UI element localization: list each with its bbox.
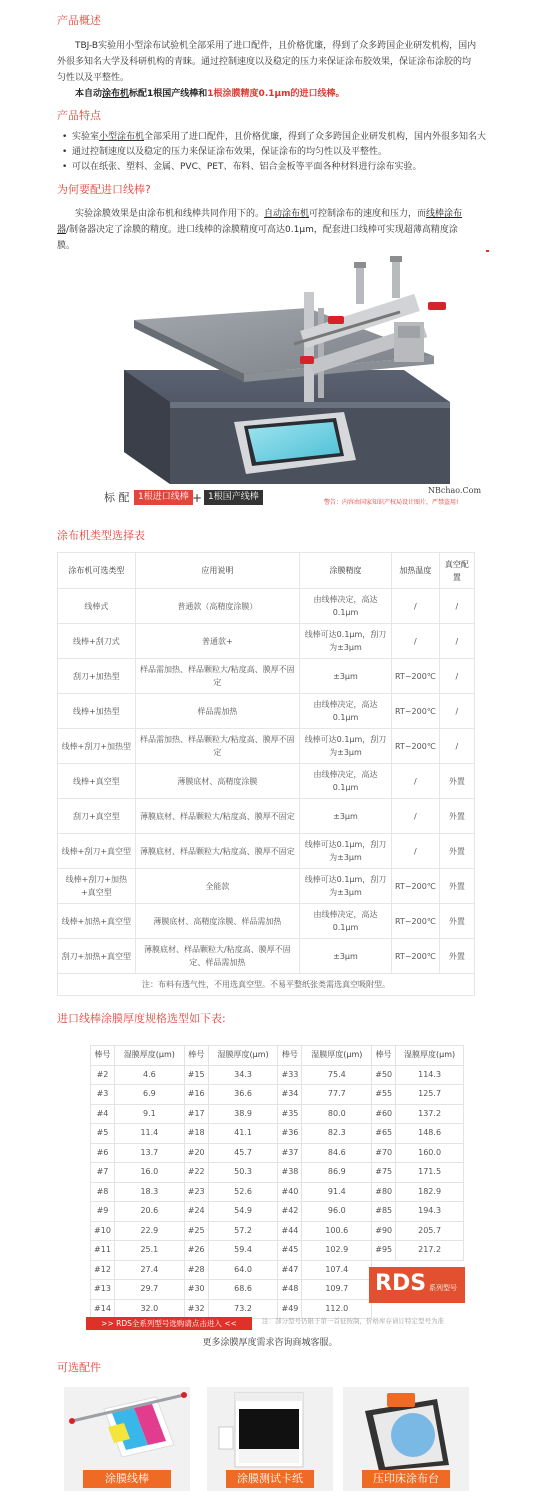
table-cell: #8 [91,1182,115,1202]
table-header-row: 棒号 湿膜厚度(μm) 棒号 湿膜厚度(μm) 棒号 湿膜厚度(μm) 棒号 湿膜厚度(μm) [91,1046,464,1066]
table-cell: RT~200℃ [391,659,439,694]
table-cell: 29.7 [114,1280,184,1300]
table-cell: RT~200℃ [391,729,439,764]
table-cell: #2 [91,1065,115,1085]
coater-machine-illustration [94,252,490,520]
rod-applicator-link[interactable]: 线棒涂布器 [57,209,463,235]
table-cell: 54.9 [208,1202,278,1222]
table-cell: 普通款（高精度涂膜） [135,589,299,624]
table-row [91,1182,464,1202]
table-cell: 86.9 [302,1163,372,1183]
table-cell: 59.4 [208,1241,278,1261]
table-cell: 18.3 [114,1182,184,1202]
table-cell: / [439,694,474,729]
table-row [91,1163,464,1183]
table-cell: #44 [278,1221,302,1241]
table-cell: #3 [91,1085,115,1105]
coater-type-table [57,552,475,996]
why-title: 为何要配进口线棒? [57,183,151,196]
table-cell: 109.7 [302,1280,372,1300]
table-cell: #60 [372,1104,396,1124]
table-cell: #28 [184,1260,208,1280]
feature-item-2: • 通过控制速度以及稳定的压力来保证涂布效果，保证涂布的均匀性以及平整性。 [72,146,387,160]
table-cell: #50 [372,1065,396,1085]
table-cell: #16 [184,1085,208,1105]
table-cell: 75.4 [302,1065,372,1085]
table-cell: #15 [184,1065,208,1085]
overview-title: 产品概述 [57,14,101,27]
table-note: 注：布料有透气性，不用选真空型。不易平整纸张类需选真空吸附型。 [58,974,475,996]
table-cell: 线棒+加热型 [58,694,136,729]
accessory-card-test-chart[interactable] [207,1387,333,1491]
table-cell: 线棒+真空型 [58,764,136,799]
table-cell: RT~200℃ [391,939,439,974]
table-cell: 线棒+加热+真空型 [58,904,136,939]
table-cell: 外置 [439,904,474,939]
table-cell: #14 [91,1299,115,1319]
table-cell: 41.1 [208,1124,278,1144]
table-row [91,1065,464,1085]
table-cell: 由线棒决定，高达0.1μm [300,904,392,939]
table-cell: 线棒+刮刀+加热+真空型 [58,869,136,904]
test-chart-illustration [207,1387,333,1471]
table-cell: #40 [278,1182,302,1202]
table-cell: 薄膜底材、样品颗粒大/粘度高、膜厚不固定 [135,834,299,869]
table-cell: 112.0 [302,1299,372,1319]
table-cell: #33 [278,1065,302,1085]
why-paragraph: 实验涂膜效果是由涂布机和线棒共同作用下的。自动涂布机可控制涂布的速度和压力，而线棒涂布器/制备器决定了涂膜的精度。进口线棒的涂膜精度可高达0.1μm，配套进口线棒可实现超薄高精度涂膜。 [57,209,463,251]
table-cell: #34 [278,1085,302,1105]
table-cell: 107.4 [302,1260,372,1280]
table-cell: 外置 [439,939,474,974]
table-cell: 外置 [439,764,474,799]
table-cell: / [391,624,439,659]
table-cell: #12 [91,1260,115,1280]
table-cell: #90 [372,1221,396,1241]
table-cell: 96.0 [302,1202,372,1222]
table-row [58,659,475,694]
table-cell: RT~200℃ [391,869,439,904]
type-table-title: 涂布机类型选择表 [57,529,145,542]
table-cell: 182.9 [396,1182,464,1202]
table-cell: 薄膜底材、高精度涂膜 [135,764,299,799]
table-cell: 52.6 [208,1182,278,1202]
accessories-title: 可选配件 [57,1361,101,1374]
table-cell: 11.4 [114,1124,184,1144]
table-cell: 普通款+ [135,624,299,659]
table-cell: #35 [278,1104,302,1124]
table-cell: 4.6 [114,1065,184,1085]
table-row [58,729,475,764]
table-cell: 73.2 [208,1299,278,1319]
brand-watermark: NBchao.Com [428,486,482,495]
table-cell: 36.6 [208,1085,278,1105]
table-row [58,694,475,729]
table-row [58,939,475,974]
table-cell: #10 [91,1221,115,1241]
features-title: 产品特点 [57,109,101,122]
table-cell: 刮刀+加热型 [58,659,136,694]
table-cell: 外置 [439,869,474,904]
thickness-footnote: 注：部分型号仍限于第一首征按制，价格库存请订特定型号为准 [262,1317,444,1325]
small-coater-link[interactable]: 小型涂布机 [99,132,145,142]
table-cell: #47 [278,1260,302,1280]
table-cell: 25.1 [114,1241,184,1261]
table-row [91,1124,464,1144]
table-cell: #18 [184,1124,208,1144]
table-cell: 77.7 [302,1085,372,1105]
table-cell: 80.0 [302,1104,372,1124]
table-cell: #32 [184,1299,208,1319]
table-cell: 217.2 [396,1241,464,1261]
table-cell: 薄膜底材、高精度涂膜、样品需加热 [135,904,299,939]
rds-logo: RDS [375,1271,427,1296]
table-cell: 由线棒决定，高达0.1μm [300,764,392,799]
table-cell: 刮刀+真空型 [58,799,136,834]
table-cell: 64.0 [208,1260,278,1280]
table-cell: 线棒+刮刀+真空型 [58,834,136,869]
table-cell: 160.0 [396,1143,464,1163]
domestic-rod-tag: 1根国产线棒 [204,490,263,505]
table-cell: 22.9 [114,1221,184,1241]
table-cell: 线棒式 [58,589,136,624]
table-cell: 114.3 [396,1065,464,1085]
table-cell: 125.7 [396,1085,464,1105]
imported-rod-tag: 1根进口线棒 [134,490,193,505]
table-cell: 6.9 [114,1085,184,1105]
table-cell: 34.3 [208,1065,278,1085]
table-cell: #7 [91,1163,115,1183]
coating-rod-illustration [64,1387,190,1471]
table-cell: 线棒+刮刀式 [58,624,136,659]
table-cell: 样品需加热、样品颗粒大/粘度高、膜厚不固定 [135,659,299,694]
drawdown-table-illustration [343,1387,469,1471]
table-cell: / [439,729,474,764]
table-cell: #4 [91,1104,115,1124]
auto-coater-link[interactable]: 自动涂布机 [264,209,310,219]
table-cell: 全能款 [135,869,299,904]
table-cell: #26 [184,1241,208,1261]
table-cell: 100.6 [302,1221,372,1241]
table-cell: 137.2 [396,1104,464,1124]
table-cell: 由线棒决定，高达0.1μm [300,589,392,624]
table-cell: 50.3 [208,1163,278,1183]
table-cell: #95 [372,1241,396,1261]
table-cell: #48 [278,1280,302,1300]
table-cell: 45.7 [208,1143,278,1163]
table-cell: 194.3 [396,1202,464,1222]
coater-link[interactable]: 涂布机 [102,89,130,99]
table-cell: 线棒可达0.1μm，刮刀为±3μm [300,869,392,904]
table-cell: #55 [372,1085,396,1105]
table-cell: #25 [184,1221,208,1241]
plus-sign: + [192,491,203,505]
table-cell: / [439,624,474,659]
table-row [91,1104,464,1124]
accessory-label: 涂膜测试卡纸 [226,1470,314,1488]
table-cell: ±3μm [300,939,392,974]
table-cell: 102.9 [302,1241,372,1261]
table-cell: 148.6 [396,1124,464,1144]
table-cell: / [391,834,439,869]
copyright-warning: 警告：内容由国家知识产权局设计图片，严禁盗用! [324,499,459,506]
table-cell: 82.3 [302,1124,372,1144]
table-note-row [58,974,475,996]
table-row [58,589,475,624]
table-cell: 线棒可达0.1μm，刮刀为±3μm [300,834,392,869]
table-cell: 13.7 [114,1143,184,1163]
table-cell: #37 [278,1143,302,1163]
table-cell: 171.5 [396,1163,464,1183]
table-row [58,834,475,869]
table-cell: 16.0 [114,1163,184,1183]
more-info-text: 更多涂膜厚度需求咨询商城客服。 [202,1338,338,1348]
table-cell: 68.6 [208,1280,278,1300]
table-cell: 84.6 [302,1143,372,1163]
table-cell: 刮刀+加热+真空型 [58,939,136,974]
table-row [91,1143,464,1163]
accessory-label: 压印床涂布台 [362,1470,450,1488]
table-cell: #11 [91,1241,115,1261]
table-cell: 由线棒决定，高达0.1μm [300,694,392,729]
table-row [58,624,475,659]
table-cell: 57.2 [208,1221,278,1241]
overview-paragraph: TBJ-B实验用小型涂布试验机全部采用了进口配件，且价格优廉，得到了众多跨国企业研发机构，国内外很多知名大学及科研机构的青睐。通过控制速度以及稳定的压力来保证涂布胶效果，保证涂布涂胶的均匀性以及平整性。 [57,41,477,83]
table-cell: #30 [184,1280,208,1300]
table-cell: 样品需加热 [135,694,299,729]
table-cell: 线棒可达0.1μm，刮刀为±3μm [300,729,392,764]
rds-subtitle: 系列型号 [429,1284,457,1292]
table-row [58,904,475,939]
table-row [58,764,475,799]
table-cell: 91.4 [302,1182,372,1202]
table-cell: RT~200℃ [391,694,439,729]
table-cell: #23 [184,1182,208,1202]
table-cell: #42 [278,1202,302,1222]
rds-series-badge[interactable] [369,1267,465,1303]
table-cell: #20 [184,1143,208,1163]
table-cell: 38.9 [208,1104,278,1124]
accessory-card-rod[interactable] [64,1387,190,1491]
table-cell: / [391,589,439,624]
table-cell: #70 [372,1143,396,1163]
table-row [91,1202,464,1222]
table-cell: #75 [372,1163,396,1183]
table-cell: #45 [278,1241,302,1261]
table-cell: / [439,589,474,624]
table-cell: RT~200℃ [391,904,439,939]
table-cell: ±3μm [300,799,392,834]
table-cell: #85 [372,1202,396,1222]
table-cell: #22 [184,1163,208,1183]
table-cell: #80 [372,1182,396,1202]
table-cell: #13 [91,1280,115,1300]
table-cell: #24 [184,1202,208,1222]
feature-item-1: • 实验室小型涂布机全部采用了进口配件，且价格优廉，得到了众多跨国企业研发机构，国内外很多知名大 [72,131,486,145]
table-cell: 薄膜底材、样品颗粒大/粘度高、膜厚不固定、样品需加热 [135,939,299,974]
table-row [58,799,475,834]
feature-item-3: • 可以在纸张、塑料、金属、PVC、PET、布料、铝合金板等平面各种材料进行涂布实验。 [72,161,421,175]
table-cell: 20.6 [114,1202,184,1222]
table-cell: #36 [278,1124,302,1144]
table-cell: 薄膜底材、样品颗粒大/粘度高、膜厚不固定 [135,799,299,834]
table-cell: #17 [184,1104,208,1124]
table-cell: 外置 [439,799,474,834]
table-cell: #6 [91,1143,115,1163]
overview-standard-config: 本自动涂布机标配1根国产线棒和1根涂膜精度0.1μm的进口线棒。 [75,89,345,99]
table-cell: / [391,764,439,799]
accessory-label: 涂膜线棒 [83,1470,171,1488]
table-cell: #9 [91,1202,115,1222]
accessory-card-drawdown-table[interactable] [343,1387,469,1491]
table-cell: 线棒+刮刀+加热型 [58,729,136,764]
coater-machine-image [94,252,490,520]
table-cell: 9.1 [114,1104,184,1124]
table-cell: 线棒可达0.1μm，刮刀为±3μm [300,624,392,659]
table-cell: #49 [278,1299,302,1319]
standard-config-label: 标 配 [104,491,130,504]
table-header-row: 涂布机可选类型 应用说明 涂膜精度 加热温度 真空配置 [58,553,475,589]
table-cell: 205.7 [396,1221,464,1241]
table-row [91,1085,464,1105]
thickness-table-title: 进口线棒涂膜厚度规格选型如下表: [57,1012,226,1025]
table-cell: / [391,799,439,834]
table-row [91,1221,464,1241]
table-cell: 32.0 [114,1299,184,1319]
table-cell: 27.4 [114,1260,184,1280]
table-cell: #38 [278,1163,302,1183]
table-cell: 外置 [439,834,474,869]
table-cell: / [439,659,474,694]
table-row [58,869,475,904]
table-cell: ±3μm [300,659,392,694]
table-cell: #5 [91,1124,115,1144]
table-row [91,1241,464,1261]
table-cell: 样品需加热、样品颗粒大/粘度高、膜厚不固定 [135,729,299,764]
rds-purchase-button[interactable]: >> RDS全系列型号选购请点击进入 << [86,1317,252,1330]
table-cell: #65 [372,1124,396,1144]
